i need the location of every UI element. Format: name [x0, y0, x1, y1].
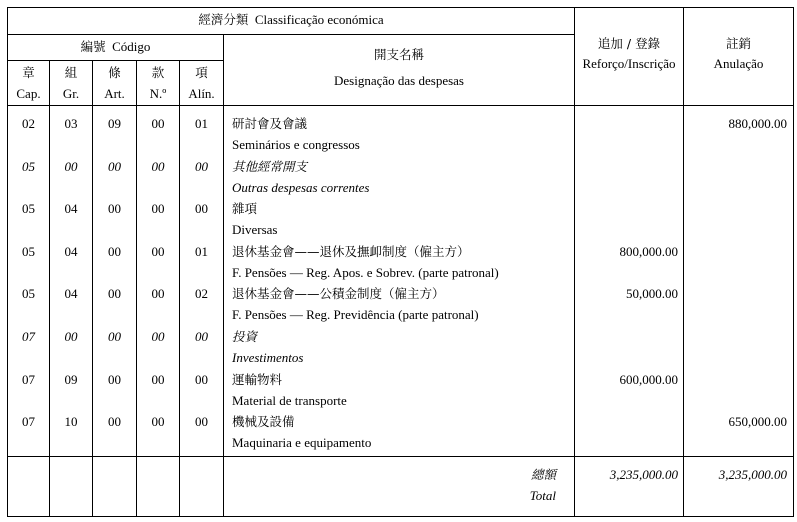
reforco-pt: Reforço/Inscrição [582, 56, 676, 71]
row-desc-cn: 運輸物料 [232, 372, 283, 387]
row-no: 00 [151, 286, 165, 301]
codigo-cn: 編號 [80, 39, 106, 54]
row-gr: 04 [64, 244, 78, 259]
row-no: 00 [151, 201, 165, 216]
col-no-pt: N.º [149, 86, 167, 101]
total-anulacao: 3,235,000.00 [718, 467, 787, 482]
reforco-cn: 追加 / 登錄 [597, 36, 661, 51]
row-desc-cn: 其他經常開支 [232, 159, 308, 174]
row-gr: 04 [64, 286, 78, 301]
row-desc-pt: Maquinaria e equipamento [232, 435, 372, 450]
col-cap-pt: Cap. [16, 86, 41, 101]
row-anulacao: 650,000.00 [728, 414, 787, 429]
row-alin: 01 [195, 116, 208, 131]
rule-top [7, 7, 794, 8]
row-art: 00 [108, 201, 121, 216]
designacao-cn: 開支名稱 [373, 47, 424, 62]
row-cap: 07 [22, 414, 35, 429]
rule-v-alin [223, 34, 224, 517]
rule-total-top [7, 456, 794, 457]
row-cap: 07 [22, 329, 35, 344]
col-alin-pt: Alín. [188, 86, 215, 101]
row-art: 00 [108, 329, 121, 344]
row-no: 00 [151, 329, 165, 344]
row-desc-cn: 退休基金會——退休及撫卹制度（僱主方） [232, 244, 470, 259]
col-alin-cn: 項 [195, 65, 208, 80]
rule-v-desc [574, 7, 575, 517]
row-alin: 00 [195, 414, 208, 429]
row-gr: 09 [64, 372, 78, 387]
row-cap: 05 [22, 201, 35, 216]
row-cap: 05 [22, 244, 35, 259]
row-art: 00 [108, 244, 121, 259]
row-no: 00 [151, 116, 165, 131]
rule-v-reforco [683, 7, 684, 517]
row-desc-cn: 機械及設備 [232, 414, 295, 429]
row-art: 00 [108, 286, 121, 301]
row-alin: 00 [195, 201, 208, 216]
row-alin: 02 [195, 286, 208, 301]
rule-classificacao-bottom [7, 34, 574, 35]
rule-bottom [7, 516, 794, 517]
row-cap: 02 [22, 116, 35, 131]
total-label-cn: 總額 [530, 467, 556, 482]
row-gr: 10 [64, 414, 78, 429]
row-no: 00 [151, 159, 165, 174]
row-desc-pt: Material de transporte [232, 393, 347, 408]
row-cap: 05 [22, 286, 35, 301]
row-art: 00 [108, 159, 121, 174]
col-gr-pt: Gr. [62, 86, 80, 101]
rule-codigo-bottom [7, 60, 223, 61]
row-gr: 00 [64, 159, 78, 174]
anulacao-pt: Anulação [713, 56, 764, 71]
codigo-pt: Código [112, 39, 151, 54]
row-desc-cn: 雜項 [232, 201, 258, 216]
col-art-pt: Art. [104, 86, 125, 101]
row-desc-pt: Diversas [232, 222, 278, 237]
row-no: 00 [151, 372, 165, 387]
row-desc-pt: F. Pensões — Reg. Previdência (parte patronal) [232, 307, 479, 322]
anulacao-cn: 註銷 [725, 36, 751, 51]
classificacao-pt: Classificação económica [254, 12, 384, 27]
classificacao-header [8, 12, 574, 28]
row-alin: 00 [195, 159, 208, 174]
row-reforco: 50,000.00 [626, 286, 678, 301]
col-no-cn: 款 [151, 65, 165, 80]
col-art-cn: 條 [108, 65, 121, 80]
row-desc-pt: Seminários e congressos [232, 137, 360, 152]
row-art: 00 [108, 414, 121, 429]
total-reforco: 3,235,000.00 [609, 467, 678, 482]
row-alin: 00 [195, 372, 208, 387]
row-reforco: 600,000.00 [619, 372, 678, 387]
total-label-pt: Total [529, 488, 556, 503]
row-gr: 04 [64, 201, 78, 216]
col-cap-cn: 章 [22, 65, 35, 80]
row-alin: 00 [195, 329, 208, 344]
rule-v-right [793, 7, 794, 517]
row-cap: 05 [22, 159, 35, 174]
row-no: 00 [151, 244, 165, 259]
classificacao-cn: 經濟分類 [198, 12, 249, 27]
row-desc-pt: F. Pensões — Reg. Apos. e Sobrev. (parte patronal) [232, 265, 499, 280]
row-cap: 07 [22, 372, 35, 387]
row-desc-pt: Outras despesas correntes [232, 180, 370, 195]
row-alin: 01 [195, 244, 208, 259]
row-reforco: 800,000.00 [619, 244, 678, 259]
row-desc-pt: Investimentos [232, 350, 304, 365]
row-gr: 00 [64, 329, 78, 344]
row-desc-cn: 投資 [232, 329, 258, 344]
row-no: 00 [151, 414, 165, 429]
row-gr: 03 [64, 116, 78, 131]
row-anulacao: 880,000.00 [728, 116, 787, 131]
col-gr-cn: 組 [64, 65, 78, 80]
row-desc-cn: 研討會及會議 [232, 116, 308, 131]
codigo-header [8, 39, 223, 55]
row-art: 09 [108, 116, 121, 131]
rule-v-left [7, 7, 8, 517]
row-desc-cn: 退休基金會——公積金制度（僱主方） [232, 286, 445, 301]
row-art: 00 [108, 372, 121, 387]
designacao-pt: Designação das despesas [334, 73, 464, 88]
rule-header-bottom [7, 105, 794, 106]
